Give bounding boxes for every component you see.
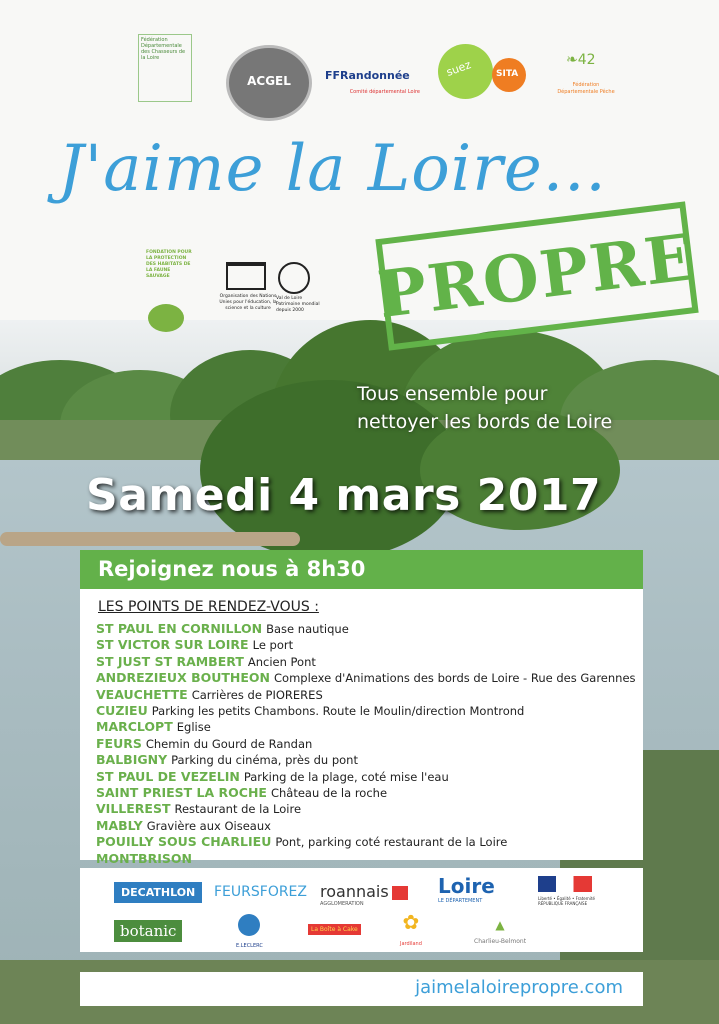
feursforez-logo: FEURSFOREZ [214,884,307,900]
meeting-points-panel [80,550,643,866]
website-banner [80,972,643,1006]
flag-icon [538,876,592,892]
list-item [96,818,643,834]
jardiland-logo: ✿ Jardiland [400,910,422,947]
list-item [96,851,643,867]
list-item [96,654,643,670]
list-item [96,785,643,801]
suez-logo: suez [438,44,493,99]
item-place: ST VICTOR SUR LOIRE [96,637,249,653]
boite-a-cake-logo: La Boîte à Cake [308,924,361,935]
item-place: VILLEREST [96,801,171,817]
loire-departement-logo: Loire LE DÉPARTEMENT [438,874,495,904]
item-detail: Parking du cinéma, près du pont [171,753,358,768]
item-detail: Chemin du Gourd de Randan [145,736,313,751]
item-detail: Gravière aux Oiseaux [146,818,271,833]
item-detail: Parking les petits Chambons. Route le Moulin/direction Montrond [151,704,525,719]
meeting-points-list [80,621,643,884]
charlieu-belmont-logo: ▲ Charlieu-Belmont [474,918,527,945]
world-heritage-icon [278,262,310,294]
item-detail: Complexe d'Animations des bords de Loire - Rue des Garennes [274,671,636,686]
botanic-logo: botanic [114,920,182,942]
list-item [96,687,643,703]
item-place: FEURS [96,735,142,751]
website-link[interactable]: jaimelaloirepropre.com [415,977,623,998]
list-item [96,621,643,637]
list-item [96,834,643,850]
item-place: ST PAUL EN CORNILLON [96,621,263,636]
tagline-line-1: Tous ensemble pour [357,383,548,405]
leclerc-logo: E.LECLERC [236,914,263,951]
item-place: SAINT PRIEST LA ROCHE [96,785,267,801]
item-place: POUILLY SOUS CHARLIEU [96,834,272,850]
temple-icon [226,262,266,290]
fondation-logo: FONDATION POUR LA PROTECTION DES HABITATS DE LA FAUNE SAUVAGE [146,250,192,332]
decathlon-logo [114,882,202,903]
item-place: BALBIGNY [96,752,168,768]
item-detail: Pont, parking coté restaurant de la Loire [275,835,508,850]
item-detail: Château de la roche [270,786,388,801]
ffrandonnee-logo: FFRandonnée Comité départemental Loire [325,69,420,95]
peche-logo: ❧42 Fédération Départementale Pêche [557,52,615,95]
flower-icon: ✿ [402,910,420,934]
decathlon-text: DECATHLON [121,886,196,899]
item-detail: Eglise [176,720,211,735]
item-place: CUZIEU [96,703,148,719]
sponsors-panel [80,868,643,952]
item-place: MABLY [96,817,143,833]
item-place: ST PAUL DE VEZELIN [96,768,240,784]
valdeloire-logo: Val de Loire Patrimoine mondial depuis 2000 [272,262,328,326]
item-detail: Ancien Pont [247,654,316,669]
roannais-icon [392,886,408,900]
sita-logo: SITA [492,58,526,92]
list-item [96,703,643,719]
list-item [96,736,643,752]
tagline-line-2: nettoyer les bords de Loire [357,411,613,433]
item-detail: Restaurant de la Loire [174,802,302,817]
list-item [96,670,643,686]
acgel-logo: ACGEL [226,45,312,121]
roannais-logo: roannais AGGLOMERATION [320,882,408,907]
item-place: MONTBRISON [96,850,192,866]
panel-header: Rejoignez nous à 8h30 [80,550,643,589]
item-place: ST JUST ST RAMBERT [96,653,244,669]
tagline [357,380,612,436]
panel-subtitle: LES POINTS DE RENDEZ-VOUS : [98,599,319,615]
leclerc-icon [238,914,260,936]
item-detail: Le port [252,638,294,653]
main-title: J'aime la Loire... [58,132,607,206]
item-place: MARCLOPT [96,719,173,735]
list-item [96,752,643,768]
chasseurs-logo: Fédération Départementale des Chasseurs de la Loire [138,34,192,102]
event-date: Samedi 4 mars 2017 [86,470,602,521]
list-item [96,769,643,785]
unesco-logo: Organisation des Nations Unies pour l'éducation, la science et la culture [218,262,276,326]
republique-francaise-logo: Liberté • Égalité • Fraternité RÉPUBLIQUE FRANÇAISE [538,876,595,906]
list-item [96,719,643,735]
building-icon: ▲ [495,918,505,932]
item-detail: Base nautique [266,622,349,636]
item-place: VEAUCHETTE [96,686,188,702]
item-detail: Parking de la plage, coté mise l'eau [243,769,449,784]
list-item [96,801,643,817]
stamp-text: PROPRE [374,219,700,333]
item-place: ANDREZIEUX BOUTHEON [96,670,270,686]
list-item [96,637,643,653]
item-detail: Carrières de PIORERES [191,687,323,702]
